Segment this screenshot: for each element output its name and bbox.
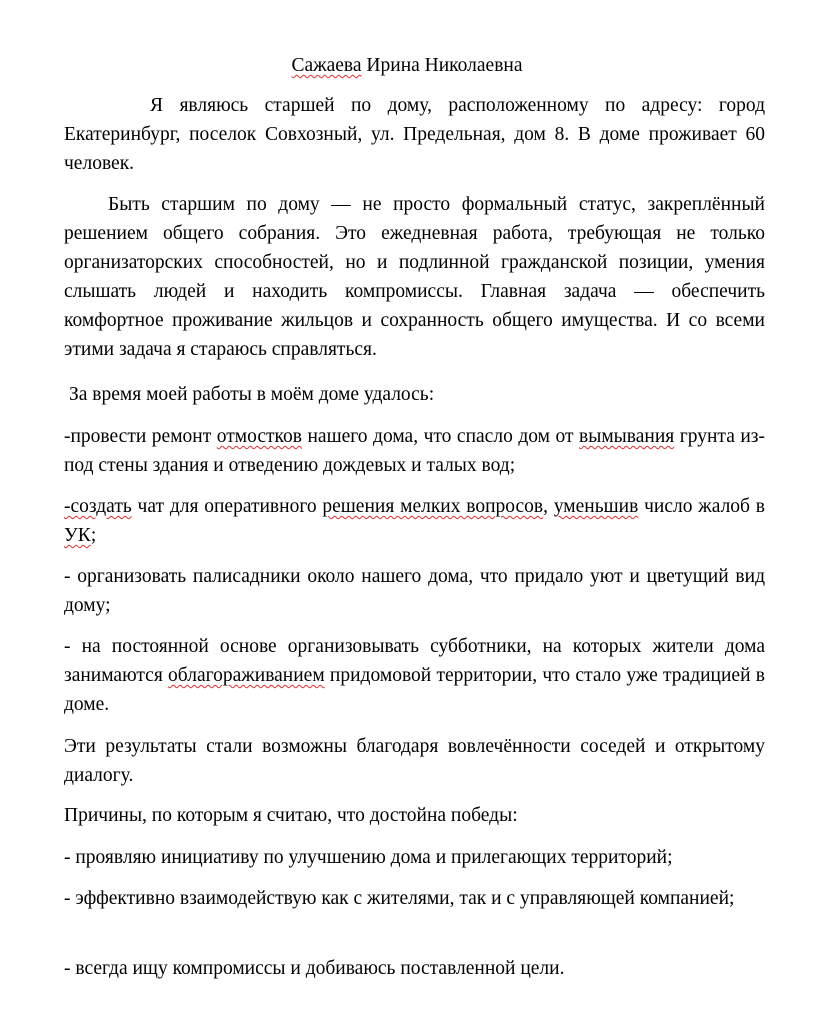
achievement-2-text-d: ; xyxy=(90,525,97,546)
page-title xyxy=(0,51,814,80)
achievement-4-spell-a: облагораживанием xyxy=(168,665,325,686)
achievement-2-spell-d: УК xyxy=(64,525,91,546)
title-surname: Сажаева xyxy=(291,55,362,76)
reason-item-3: - всегда ищу компромиссы и добиваюсь поставленной цели. xyxy=(64,958,565,979)
reason-item-2: - эффективно взаимодействую как с жителями, так и с управляющей компанией; xyxy=(64,888,735,909)
achievement-2-spell-c: уменьшив xyxy=(553,496,639,517)
title-name: Ирина Николаевна xyxy=(361,55,523,76)
achievement-item-4 xyxy=(64,632,765,719)
achievement-item-1 xyxy=(64,422,765,480)
achievement-2-spell-b: решения мелких вопросов xyxy=(322,496,544,517)
achievements-heading: За время моей работы в моём доме удалось: xyxy=(69,384,435,405)
achievement-1-text-a: -провести ремонт xyxy=(64,426,217,447)
achievement-1-spell-a: отмостков xyxy=(216,426,302,447)
achievement-4-text-b: придомовой территории, что стало уже традицией в доме. xyxy=(64,665,765,715)
achievement-2-text-a: чат для оперативного xyxy=(131,496,323,517)
achievement-1-text-b: нашего дома, что спасло дом от xyxy=(301,426,580,447)
reasons-heading: Причины, по которым я считаю, что достойна победы: xyxy=(64,805,518,826)
achievement-2-spell-a: -создать xyxy=(64,496,132,517)
achievement-item-3: - организовать палисадники около нашего дома, что придало уют и цветущий вид дому; xyxy=(64,566,765,616)
achievement-item-2 xyxy=(64,492,765,550)
achievement-4-text-a: - на постоянной основе организовывать субботники, на которых жители дома занимаются xyxy=(64,636,765,686)
intro-paragraph: Я являюсь старшей по дому, расположенному по адресу: город Екатеринбург, поселок Совхозный, ул. Предельная, дом 8. В доме проживает 60 человек. xyxy=(64,95,765,174)
reason-item-1: - проявляю инициативу по улучшению дома и прилегающих территорий; xyxy=(64,847,673,868)
achievement-1-text-c: грунта из-под стены здания и отведению дождевых и талых вод; xyxy=(64,426,765,476)
role-paragraph: Быть старшим по дому — не просто формальный статус, закреплённый решением общего собрания. Это ежедневная работа, требующая не только организаторских способностей, но и подлинной гражданской позиции, умения слышать людей и находить компромиссы. Главная задача — обеспечить комфортное проживание жильцов и сохранность общего имущества. И со всеми этими задача я стараюсь справляться. xyxy=(64,194,765,360)
achievement-2-text-c: число жалоб в xyxy=(638,496,765,517)
results-paragraph: Эти результаты стали возможны благодаря вовлечённости соседей и открытому диалогу. xyxy=(64,736,765,786)
achievement-1-spell-b: вымывания xyxy=(579,426,675,447)
achievement-2-text-b: , xyxy=(543,496,554,517)
